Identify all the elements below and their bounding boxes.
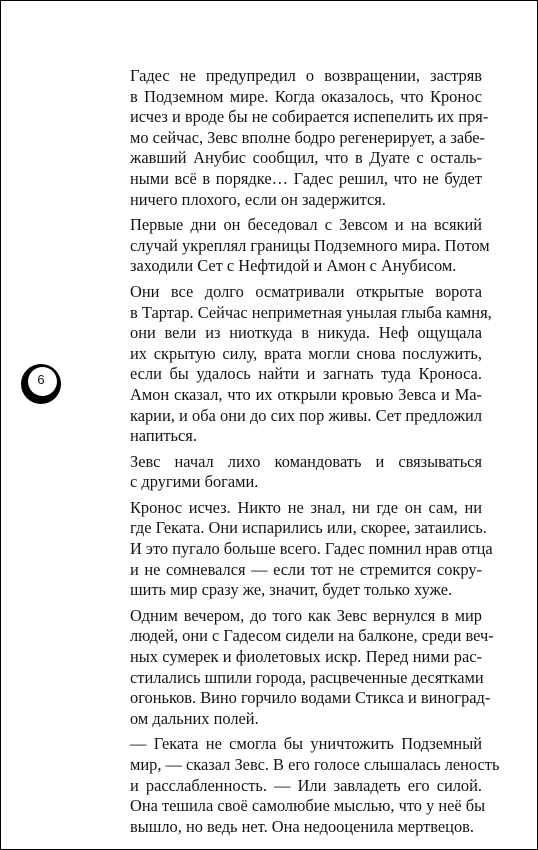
text-line: карии, и оба они до сих пор живы. Сет предложил bbox=[130, 405, 482, 425]
text-line: ных сумерек и фиолетовых искр. Перед ними рас- bbox=[130, 647, 482, 667]
text-line: мо сейчас, Зевс вполне бодро регенерирует, а забе- bbox=[130, 127, 485, 147]
text-line: в Тартар. Сейчас неприметная унылая глыба камня, bbox=[130, 302, 492, 322]
text-line: людей, они с Гадесом сидели на балконе, среди веч- bbox=[130, 626, 494, 646]
body-text bbox=[108, 66, 500, 842]
text-line: Одним вечером, до того как Зевс вернулся в мир bbox=[130, 605, 482, 625]
text-line: вышло, но ведь нет. Она недооценила мертвецов. bbox=[130, 816, 474, 836]
text-line: стилались шпили города, расцвеченные десятками bbox=[130, 667, 484, 687]
page-number: 6 bbox=[37, 372, 45, 387]
paragraph bbox=[108, 66, 489, 210]
text-line: ничего плохого, если он задержится. bbox=[130, 189, 386, 209]
text-line: если бы удалось найти и загнать туда Кроноса. bbox=[130, 364, 482, 384]
text-line: Кронос исчез. Никто не знал, ни где он сам, ни bbox=[130, 497, 482, 517]
text-line: И это пугало больше всего. Гадес помнил нрав отца bbox=[130, 539, 493, 559]
text-line: Амон сказал, что их открыли кровью Зевса и Ма- bbox=[130, 384, 482, 404]
text-line: в Подземном мире. Когда оказалось, что Кронос bbox=[130, 86, 482, 106]
text-line: ом дальних полей. bbox=[130, 708, 259, 728]
text-line: их скрытую силу, врата могли снова послужить, bbox=[130, 343, 482, 363]
text-line: исчез и вроде бы не собирается испепелить их пря- bbox=[130, 107, 489, 127]
paragraph bbox=[108, 281, 492, 447]
text-line: шить мир сразу же, значит, будет только хуже. bbox=[130, 580, 453, 600]
text-line: Они все долго осматривали открытые ворота bbox=[130, 281, 482, 301]
paragraph bbox=[108, 452, 482, 493]
text-line: и расслабленность. — Или завладеть его силой. bbox=[130, 775, 482, 795]
text-line: и не сомневался — если тот не стремится сокру- bbox=[130, 559, 482, 579]
text-line: жавший Анубис сообщил, что в Дуате с осталь- bbox=[130, 148, 482, 168]
text-line: — Геката не смогла бы уничтожить Подземный bbox=[130, 734, 482, 754]
paragraph bbox=[108, 734, 500, 837]
text-line: ными всё в порядке… Гадес решил, что не будет bbox=[130, 168, 482, 188]
text-line: Первые дни он беседовал с Зевсом и на всякий bbox=[130, 215, 482, 235]
paragraph bbox=[108, 215, 490, 277]
text-line: огоньков. Вино горчило водами Стикса и виноград- bbox=[130, 688, 491, 708]
text-line: Зевс начал лихо командовать и связываться bbox=[130, 451, 482, 471]
text-line: Гадес не предупредил о возвращении, застряв bbox=[130, 66, 482, 85]
paragraph bbox=[108, 605, 494, 730]
text-line: мир, — сказал Зевс. В его голосе слышалась леность bbox=[130, 755, 500, 774]
paragraph bbox=[108, 497, 493, 601]
text-line: напиться. bbox=[130, 426, 197, 446]
page-number-ornament bbox=[21, 363, 63, 405]
text-line: они вели из ниоткуда в никуда. Неф ощущала bbox=[130, 323, 482, 343]
text-line: где Геката. Они испарились или, скорее, затаились. bbox=[130, 518, 487, 538]
text-line: Она тешила своё самолюбие мыслью, что у неё бы bbox=[130, 796, 486, 816]
text-line: с другими богами. bbox=[130, 472, 259, 492]
text-line: случай укреплял границы Подземного мира. Потом bbox=[130, 235, 490, 255]
text-line: заходили Сет с Нефтидой и Амон с Анубисом. bbox=[130, 256, 457, 276]
